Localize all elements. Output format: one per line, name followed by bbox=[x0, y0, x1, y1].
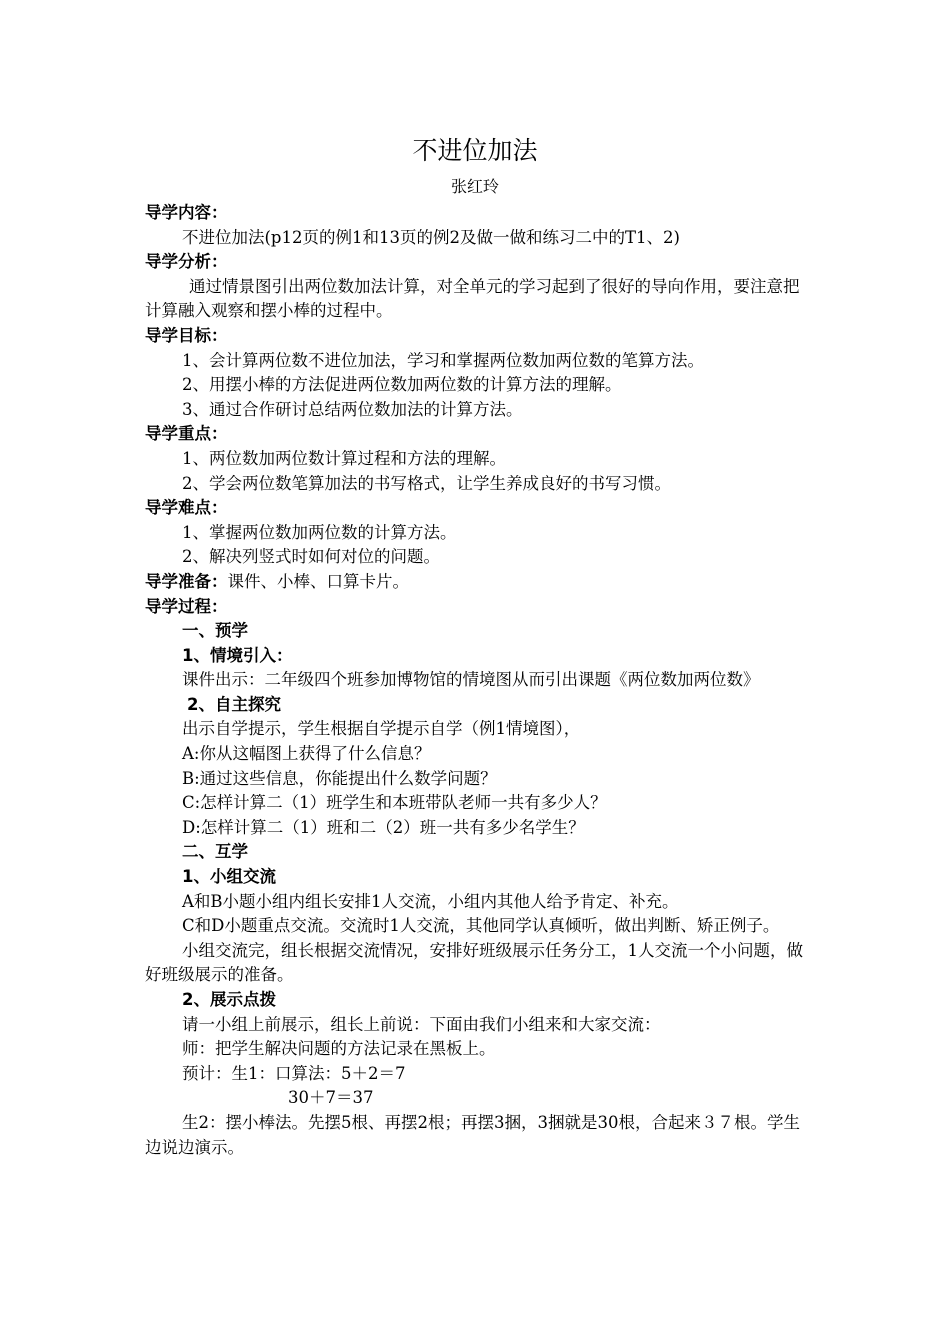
group-text: C和D小题重点交流。交流时1人交流，其他同学认真倾听，做出判断、矫正例子。 bbox=[182, 916, 780, 936]
document-title: 不进位加法 bbox=[412, 136, 538, 165]
calc-line: 30＋7＝37 bbox=[288, 1088, 374, 1108]
key-point-item: 1、两位数加两位数计算过程和方法的理解。 bbox=[182, 448, 506, 468]
group-text: A和B小题小组内组长安排1人交流，小组内其他人给予肯定、补充。 bbox=[182, 891, 679, 911]
student2-text: 生2：摆小棒法。先摆5根、再摆2根；再摆3捆，3捆就是30根，合起来３７根。学生边说边演示。 bbox=[145, 1112, 800, 1157]
goal-item: 1、会计算两位数不进位加法，学习和掌握两位数加两位数的笔算方法。 bbox=[182, 350, 704, 370]
goal-item: 2、用摆小棒的方法促进两位数加两位数的计算方法的理解。 bbox=[182, 375, 622, 395]
part1-heading: 一、预学 bbox=[182, 621, 248, 641]
step1-text: 课件出示：二年级四个班参加博物馆的情境图从而引出课题《两位数加两位数》 bbox=[182, 670, 760, 690]
difficulty-item: 2、解决列竖式时如何对位的问题。 bbox=[182, 547, 440, 567]
step2-intro: 出示自学提示，学生根据自学提示自学（例1情境图）， bbox=[182, 719, 581, 739]
show-text: 师：把学生解决问题的方法记录在黑板上。 bbox=[182, 1039, 496, 1059]
part2-heading: 二、互学 bbox=[182, 842, 248, 862]
key-points-heading: 导学重点： bbox=[145, 424, 228, 444]
content-heading: 导学内容： bbox=[145, 203, 228, 222]
analysis-heading: 导学分析： bbox=[145, 252, 228, 272]
show-text: 预计：生1：口算法：5＋2＝7 bbox=[182, 1063, 406, 1083]
key-point-item: 2、学会两位数笔算加法的书写格式，让学生养成良好的书写习惯。 bbox=[182, 473, 671, 493]
process-heading: 导学过程： bbox=[145, 596, 228, 616]
step1-heading: 1、情境引入： bbox=[182, 645, 293, 665]
show-text: 请一小组上前展示，组长上前说：下面由我们小组来和大家交流： bbox=[182, 1014, 661, 1034]
question-item: B:通过这些信息，你能提出什么数学问题？ bbox=[182, 768, 497, 788]
author-name: 张红玲 bbox=[450, 177, 499, 196]
difficulties-heading: 导学难点： bbox=[145, 498, 228, 518]
analysis-text: 通过情景图引出两位数加法计算，对全单元的学习起到了很好的导向作用，要注意把计算融入观察和摆小棒的过程中。 bbox=[145, 276, 800, 321]
document-body bbox=[145, 201, 813, 1160]
goals-heading: 导学目标： bbox=[145, 325, 228, 345]
show-heading: 2、展示点拨 bbox=[182, 990, 276, 1009]
question-item: C:怎样计算二（1）班学生和本班带队老师一共有多少人？ bbox=[182, 793, 607, 813]
difficulty-item: 1、掌握两位数加两位数的计算方法。 bbox=[182, 522, 457, 542]
preparation-text: 课件、小棒、口算卡片。 bbox=[227, 571, 409, 591]
preparation-line bbox=[145, 570, 813, 595]
preparation-heading: 导学准备： bbox=[145, 571, 228, 591]
question-item: A:你从这幅图上获得了什么信息？ bbox=[182, 744, 431, 764]
step2-heading: 2、自主探究 bbox=[187, 694, 281, 714]
content-text: 不进位加法(p12页的例1和13页的例2及做一做和练习二中的T1、2) bbox=[182, 227, 680, 247]
group-heading: 1、小组交流 bbox=[182, 867, 276, 887]
goal-item: 3、通过合作研讨总结两位数加法的计算方法。 bbox=[182, 399, 523, 419]
group-text: 小组交流完，组长根据交流情况，安排好班级展示任务分工，1人交流一个小问题，做好班级展示的准备。 bbox=[145, 940, 803, 985]
question-item: D:怎样计算二（1）班和二（2）班一共有多少名学生？ bbox=[182, 817, 585, 837]
